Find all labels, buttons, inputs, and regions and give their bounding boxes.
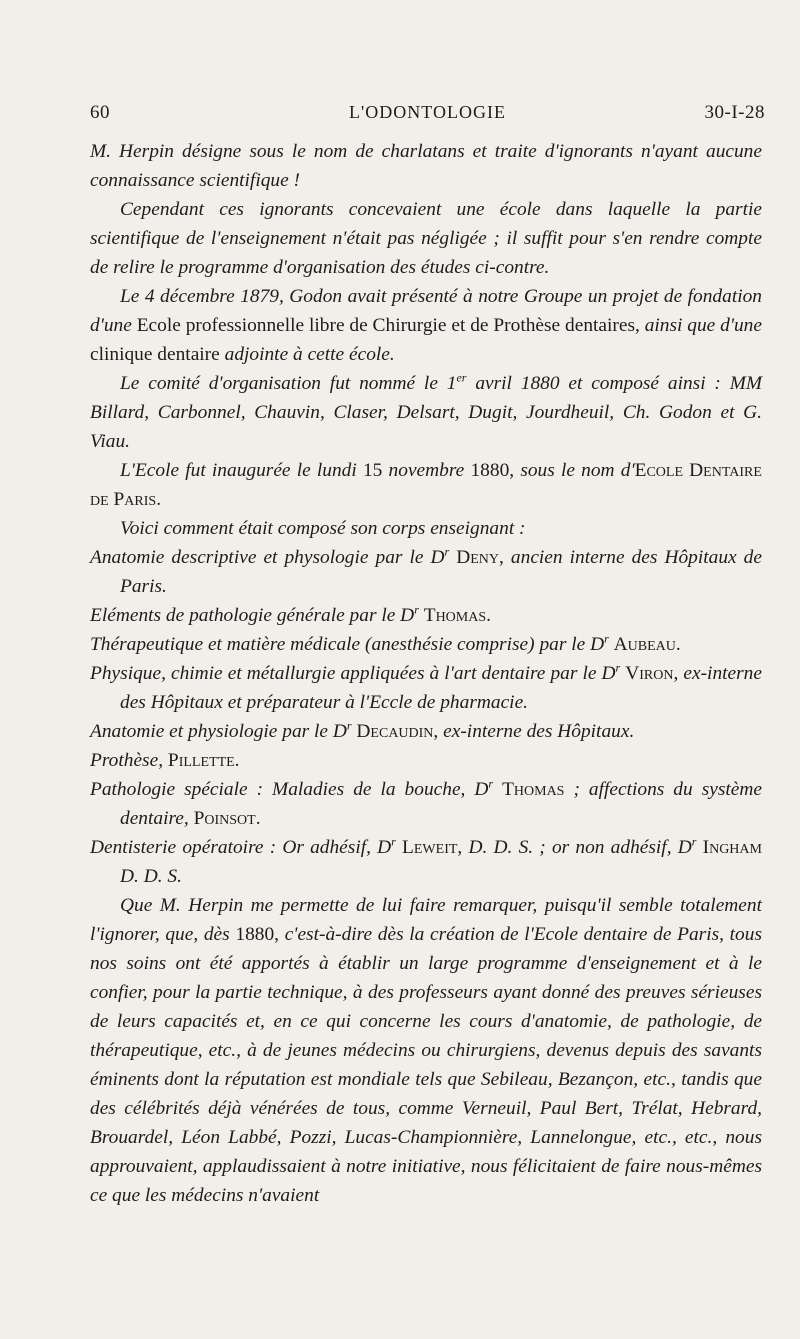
course-entry <box>90 833 762 891</box>
text-run: Ecole professionnelle libre de Chirurgie et de Prothèse dentaires, <box>136 315 640 336</box>
text-run: Pathologie spéciale : Maladies de la bouche, D <box>90 779 489 800</box>
paragraph <box>90 282 762 369</box>
paragraph <box>90 514 762 543</box>
journal-title: L'ODONTOLOGIE <box>349 102 506 122</box>
superscript: r <box>414 602 419 617</box>
person-name: Viron, <box>625 663 679 684</box>
text-run: L'Ecole fut inaugurée le lundi <box>120 460 357 481</box>
person-name: Ingham <box>702 837 762 858</box>
course-entry <box>90 630 762 659</box>
paragraph <box>90 137 762 195</box>
text-run: Voici comment était composé son corps enseignant : <box>120 518 526 539</box>
person-name: Poinsot. <box>193 808 261 829</box>
text-run: avril 1880 et composé ainsi : MM Billard, Carbonnel, Chauvin, Claser, Delsart, Dugit, Jourdheuil, Ch. Godon et G. Viau. <box>90 373 763 452</box>
course-entry <box>90 775 762 833</box>
paragraph <box>90 456 762 514</box>
person-name: Thomas <box>502 779 565 800</box>
superscript: r <box>391 834 396 849</box>
text-run: D. D. S. <box>120 866 182 887</box>
text-run: Le comité d'organisation fut nommé le 1 <box>120 373 457 394</box>
text-run: Anatomie descriptive et physologie par le D <box>90 547 445 568</box>
paragraph <box>90 369 762 456</box>
page-number: 60 <box>90 102 110 123</box>
issue-date: 30-I-28 <box>704 102 765 123</box>
superscript: r <box>346 718 352 733</box>
text-run: Thérapeutique et matière médicale (anesthésie comprise) par le D <box>90 634 605 655</box>
paragraph <box>90 891 762 1210</box>
text-run: ainsi que d'une <box>644 315 762 336</box>
course-entry <box>90 543 762 601</box>
text-run: M. Herpin désigne sous le nom de charlatans et traite d'ignorants n'ayant aucune connaissance scientifique ! <box>90 141 762 191</box>
text-run: ex-interne des Hôpitaux et préparateur à l'Eccle de pharmacie. <box>120 663 762 713</box>
body-text <box>90 137 762 1210</box>
text-run: D. D. S. ; or non adhésif, D <box>468 837 692 858</box>
text-run: 15 <box>362 460 383 481</box>
course-entry <box>90 717 762 746</box>
text-run: Physique, chimie et métallurgie appliquées à l'art dentaire par le D <box>90 663 616 684</box>
superscript: r <box>604 631 609 646</box>
school-name: Ecole Dentaire de Paris. <box>90 460 762 510</box>
text-run: 1880, <box>235 924 280 945</box>
text-run: ; affections du système dentaire, <box>120 779 762 829</box>
text-run: clinique dentaire <box>90 344 220 365</box>
paragraph <box>90 195 762 282</box>
text-run: 1880, <box>470 460 515 481</box>
text-run: Prothèse, <box>90 750 164 771</box>
text-run: adjointe à cette école. <box>224 344 395 365</box>
superscript: r <box>615 660 621 675</box>
text-run: Anatomie et physiologie par le D <box>90 721 347 742</box>
person-name: Pillette. <box>167 750 240 771</box>
course-entry <box>90 746 762 775</box>
person-name: Thomas. <box>423 605 491 626</box>
person-name: Aubeau. <box>613 634 681 655</box>
text-run: ancien interne des Hôpitaux de Paris. <box>120 547 762 597</box>
person-name: Deny, <box>456 547 504 568</box>
text-run: sous le nom d' <box>520 460 635 481</box>
text-run: Le 4 décembre 1879, Godon avait présenté à notre Groupe un projet de fondation d'une <box>90 286 762 336</box>
text-run: Que M. Herpin me permette de lui faire remarquer, puisqu'il semble totalement l'ignorer, que, dès <box>90 895 762 945</box>
text-run: novembre <box>388 460 465 481</box>
course-entry <box>90 601 762 630</box>
superscript: r <box>488 776 494 791</box>
person-name: Decaudin, <box>356 721 439 742</box>
text-run: ex-interne des Hôpitaux. <box>443 721 635 742</box>
text-run: Dentisterie opératoire : Or adhésif, D <box>90 837 392 858</box>
text-run: Eléments de pathologie générale par le D <box>90 605 415 626</box>
superscript: r <box>691 834 697 849</box>
text-run: c'est-à-dire dès la création de l'Ecole dentaire de Paris, tous nos soins ont été apportés à établir un large programme d'enseignement et à le confier, pour la partie technique, à des professeurs ayant donné des preuves sérieuses de leurs capacités et, en ce qui concerne les cours d'anatomie, de pathologie, de thérapeutique, etc., à de jeunes médecins ou chirurgiens, devenus depuis des savants éminents dont la réputation est mondiale tels que Sebileau, Bezançon, etc., tandis que des célébrités déjà vénérées de tous, comme Verneuil, Paul Bert, Trélat, Hebrard, Brouardel, Léon Labbé, Pozzi, Lucas-Championnière, Lannelongue, etc., etc., nous approuvaient, applaudissaient à notre initiative, nous félicitaient de faire nous-mêmes ce que les médecins n'avaient <box>90 924 762 1206</box>
course-entry <box>90 659 762 717</box>
text-run: Cependant ces ignorants concevaient une école dans laquelle la partie scientifique de l'enseignement n'était pas négligée ; il suffit pour s'en rendre compte de relire le programme d'organisation des études ci-contre. <box>90 199 762 278</box>
superscript: er <box>456 370 467 385</box>
superscript: r <box>444 544 450 559</box>
person-name: Leweit, <box>402 837 463 858</box>
